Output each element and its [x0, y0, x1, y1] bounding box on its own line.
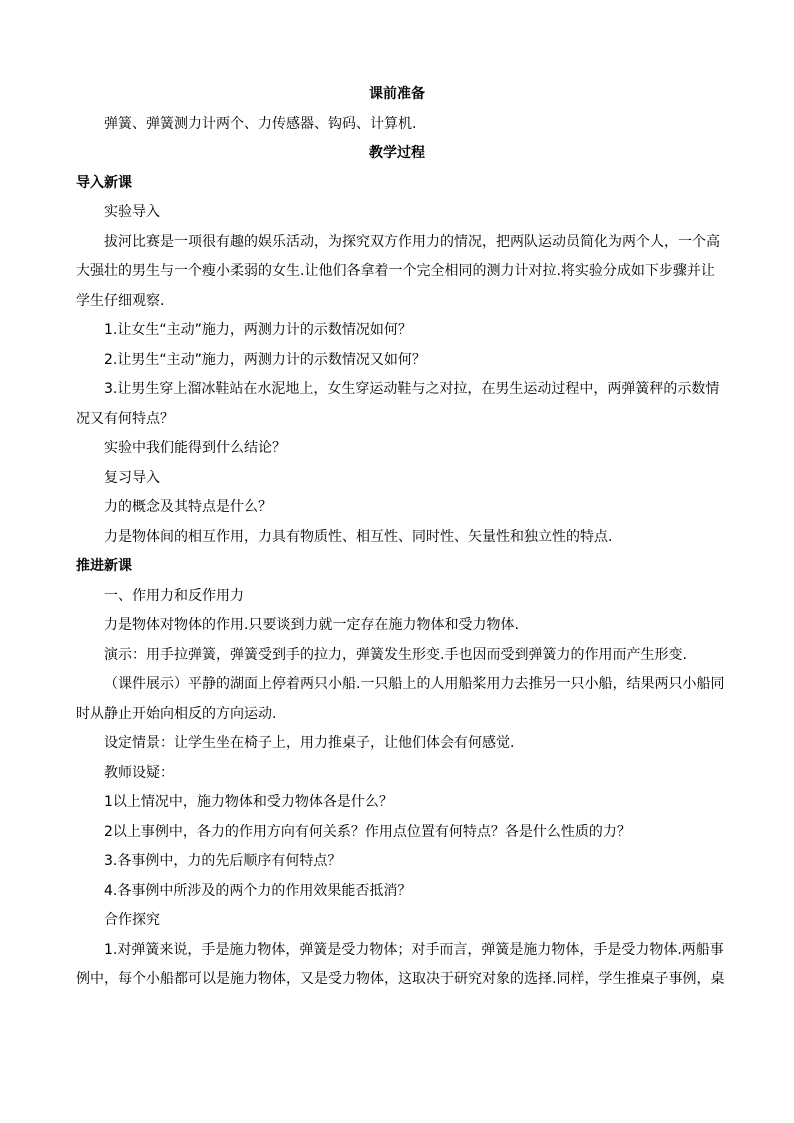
- teacher-question-1: 1以上情况中，施力物体和受力物体各是什么？: [104, 794, 393, 810]
- demo-text: 演示：用手拉弹簧，弹簧受到手的拉力，弹簧发生形变.手也因而受到弹簧力的作用而产生形变.: [104, 646, 687, 663]
- question-3-line2: 况又有何特点？: [76, 410, 174, 427]
- prep-materials: 弹簧、弹簧测力计两个、力传感器、钩码、计算机.: [104, 115, 417, 132]
- teacher-question-4: 4.各事例中所涉及的两个力的作用效果能否抵消？: [104, 882, 412, 899]
- force-definition: 力是物体对物体的作用.只要谈到力就一定存在施力物体和受力物体.: [104, 617, 519, 633]
- section-new: 推进新课: [76, 558, 132, 574]
- boat-paragraph-line1: （课件展示）平静的湖面上停着两只小船.一只船上的人用船桨用力去推另一只小船，结果两只小船同: [104, 676, 725, 692]
- question-conclusion: 实验中我们能得到什么结论？: [104, 440, 286, 456]
- cooperative-answer-1-line1: 1.对弹簧来说，手是施力物体，弹簧是受力物体；对手而言，弹簧是施力物体，手是受力物体.两船事: [104, 941, 724, 958]
- exp-intro-label: 实验导入: [104, 204, 160, 220]
- cooperative-inquiry-label: 合作探究: [104, 912, 160, 928]
- tug-paragraph-line3: 学生仔细观察.: [76, 292, 165, 309]
- boat-paragraph-line2: 时从静止开始向相反的方向运动.: [76, 705, 277, 722]
- review-answer: 力是物体间的相互作用，力具有物质性、相互性、同时性、矢量性和独立性的特点.: [104, 528, 613, 545]
- question-2: 2.让男生“主动”施力，两测力计的示数情况又如何？: [104, 351, 426, 368]
- cooperative-answer-1-line2: 例中，每个小船都可以是施力物体，又是受力物体，这取决于研究对象的选择.同样，学生推桌子事例，桌: [76, 971, 725, 987]
- tug-paragraph-line2: 大强壮的男生与一个瘦小柔弱的女生.让他们各拿着一个完全相同的测力计对拉.将实验分成如下步骤并让: [76, 263, 715, 279]
- tug-paragraph-line1: 拔河比赛是一项很有趣的娱乐活动，为探究双方作用力的情况，把两队运动员简化为两个人，一个高: [104, 233, 720, 250]
- section-intro: 导入新课: [76, 174, 132, 191]
- scenario-text: 设定情景：让学生坐在椅子上，用力推桌子，让他们体会有何感觉.: [104, 735, 515, 751]
- heading-prep: 课前准备: [369, 86, 425, 102]
- review-question: 力的概念及其特点是什么？: [104, 499, 272, 515]
- teacher-question-2: 2以上事例中，各力的作用方向有何关系？作用点位置有何特点？各是什么性质的力？: [104, 823, 631, 840]
- document-body: [76, 80, 725, 995]
- question-1: 1.让女生“主动”施力，两测力计的示数情况如何？: [104, 322, 412, 338]
- teacher-question-3: 3.各事例中，力的先后顺序有何特点？: [104, 853, 342, 869]
- subsection-1-title: 一、作用力和反作用力: [104, 587, 244, 604]
- heading-process: 教学过程: [369, 145, 425, 161]
- teacher-questions-label: 教师设疑：: [104, 764, 174, 781]
- review-intro-label: 复习导入: [104, 469, 160, 486]
- question-3-line1: 3.让男生穿上溜冰鞋站在水泥地上，女生穿运动鞋与之对拉，在男生运动过程中，两弹簧秤的示数情: [104, 381, 720, 397]
